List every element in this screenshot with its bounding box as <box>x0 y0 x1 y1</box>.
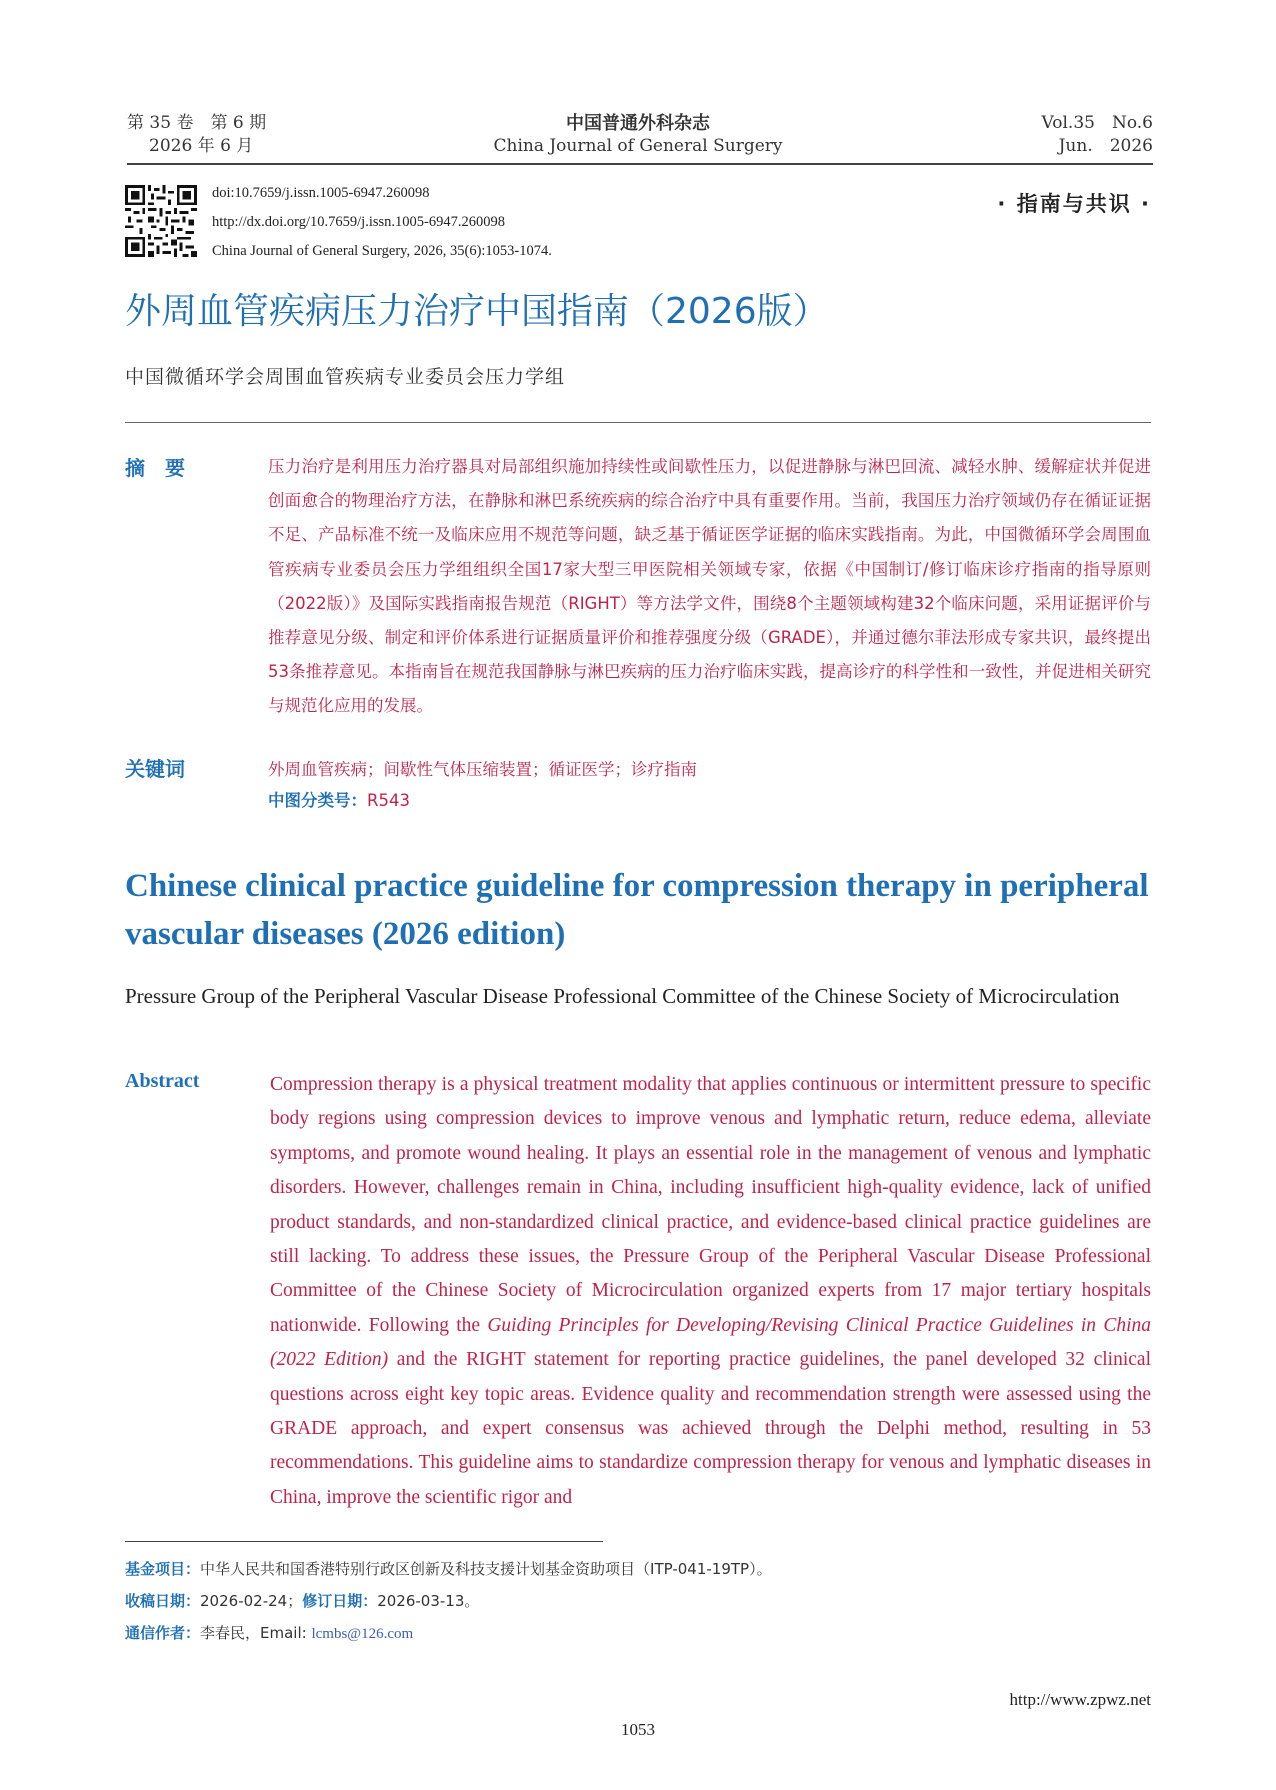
volume-issue-cn: 第 35 卷 第 6 期 <box>127 113 267 133</box>
section-tag: · 指南与共识 · <box>997 192 1151 216</box>
corr-email-link[interactable]: lcmbs@126.com <box>311 1626 414 1642</box>
footnote-dates <box>125 1590 479 1611</box>
clc-label: 中图分类号： <box>268 791 367 810</box>
corr-label: 通信作者： <box>125 1624 201 1642</box>
doi-url-link[interactable]: http://dx.doi.org/10.7659/j.issn.1005-6947.260098 <box>212 214 505 230</box>
clc-value: R543 <box>367 791 410 810</box>
qr-code-icon <box>125 185 197 257</box>
received-label: 收稿日期： <box>125 1592 201 1610</box>
citation: China Journal of General Surgery, 2026, 35(6):1053-1074. <box>212 243 552 259</box>
fund-label: 基金项目： <box>125 1560 201 1578</box>
keywords-text: 外周血管疾病；间歇性气体压缩装置；循证医学；诊疗指南 <box>268 760 697 779</box>
corr-text: 李春民，Email: <box>200 1624 312 1642</box>
title-divider <box>125 422 1151 423</box>
date-en: Jun. 2026 <box>1058 136 1153 156</box>
volume-issue-en: Vol.35 No.6 <box>1041 113 1153 133</box>
doi[interactable]: doi:10.7659/j.issn.1005-6947.260098 <box>212 185 430 201</box>
revised-date: 2026-03-13。 <box>377 1592 480 1610</box>
abstract-text-en <box>270 1068 1151 1515</box>
author-group-cn: 中国微循环学会周围血管疾病专业委员会压力学组 <box>125 366 566 388</box>
keywords-label: 关键词 <box>125 757 185 781</box>
article-title-cn: 外周血管疾病压力治疗中国指南（2026版） <box>125 291 829 332</box>
abstract-text-cn: 压力治疗是利用压力治疗器具对局部组织施加持续性或间歇性压力，以促进静脉与淋巴回流、减轻水肿、缓解症状并促进创面愈合的物理治疗方法，在静脉和淋巴系统疾病的综合治疗中具有重要作用。当前，我国压力治疗领域仍存在循证证据不足、产品标准不统一及临床应用不规范等问题，缺乏基于循证医学证据的临床实践指南。为此，中国微循环学会周围血管疾病专业委员会压力学组组织全国17家大型三甲医院相关领域专家，依据《中国制订/修订临床诊疗指南的指导原则（2022版）》及国际实践指南报告规范（RIGHT）等方法学文件，围绕8个主题领域构建32个临床问题，采用证据评价与推荐意见分级、制定和评价体系进行证据质量评价和推荐强度分级（GRADE），并通过德尔菲法形成专家共识，最终提出53条推荐意见。本指南旨在规范我国静脉与淋巴疾病的压力治疗临床实践，提高诊疗的科学性和一致性，并促进相关研究与规范化应用的发展。 <box>268 457 1151 716</box>
clc-number <box>268 787 410 811</box>
article-title-en: Chinese clinical practice guideline for compression therapy in peripheral vascular diseases (2026 edition) <box>125 868 1149 952</box>
fund-text: 中华人民共和国香港特别行政区创新及科技支援计划基金资助项目（ITP-041-19TP）。 <box>200 1560 772 1578</box>
abstract-label-en: Abstract <box>125 1070 200 1092</box>
author-group-en: Pressure Group of the Peripheral Vascular Disease Professional Committee of the Chinese Society of Microcirculation <box>125 984 1120 1008</box>
footnote-correspondence <box>125 1622 413 1643</box>
received-date: 2026-02-24； <box>200 1592 303 1610</box>
abstract-en-part1: Compression therapy is a physical treatment modality that applies continuous or intermittent pressure to specific body regions using compression devices to improve venous and lymphatic return, reduce edema, alleviate symptoms, and promote wound healing. It plays an essential role in the management of venous and lymphatic disorders. However, challenges remain in China, including insufficient high-quality evidence, lack of unified product standards, and non-standardized clinical practice, and evidence-based clinical practice guidelines are still lacking. To address these issues, the Pressure Group of the Peripheral Vascular Disease Professional Committee of the Chinese Society of Microcirculation organized experts from 17 major tertiary hospitals nationwide. Following the <box>270 1074 1151 1336</box>
footnote-rule <box>125 1541 603 1542</box>
abstract-en-part2: and the RIGHT statement for reporting practice guidelines, the panel developed 32 clinical questions across eight key topic areas. Evidence quality and recommendation strength were assessed using the GRADE approach, and expert consensus was achieved through the Delphi method, resulting in 53 recommendations. This guideline aims to standardize compression therapy for venous and lymphatic diseases in China, improve the scientific rigor and <box>270 1349 1151 1508</box>
abstract-label-cn: 摘 要 <box>125 456 185 480</box>
journal-volume-issue-en <box>1042 112 1153 158</box>
journal-site-link[interactable]: http://www.zpwz.net <box>1009 1690 1151 1709</box>
abstract-en-italic-title: Guiding Principles for Developing/Revising Clinical Practice Guidelines in China (2022 Edition) <box>270 1314 1151 1371</box>
revised-label: 修订日期： <box>302 1592 378 1610</box>
header-rule <box>127 163 1153 165</box>
date-cn: 2026 年 6 月 <box>149 136 254 156</box>
footnote-fund <box>125 1558 772 1579</box>
journal-name-cn: 中国普通外科杂志 <box>566 113 710 134</box>
page-number: 1053 <box>621 1720 655 1739</box>
journal-name-en: China Journal of General Surgery <box>493 136 783 156</box>
